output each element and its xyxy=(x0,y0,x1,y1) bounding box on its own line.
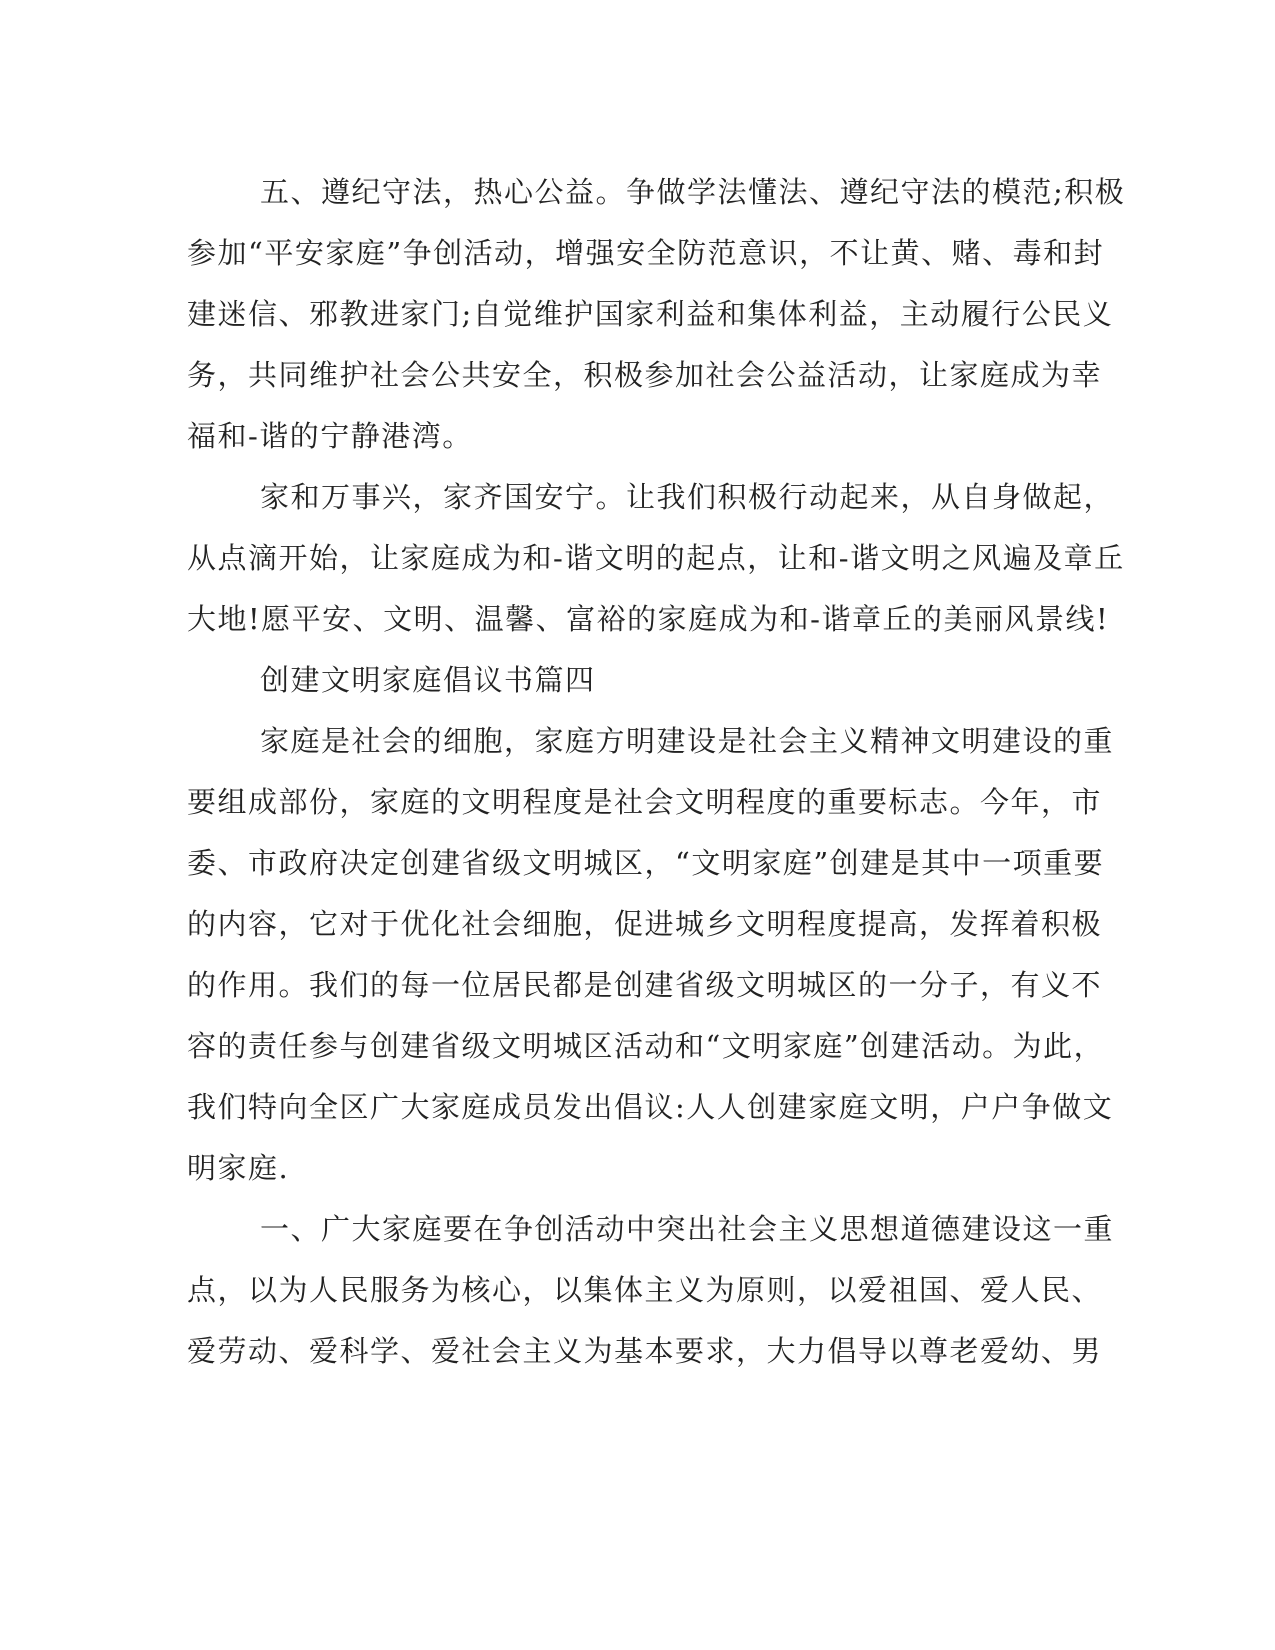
text-line: 要组成部份，家庭的文明程度是社会文明程度的重要标志。今年，市 xyxy=(187,785,1103,819)
text-line: 爱劳动、爱科学、爱社会主义为基本要求，大力倡导以尊老爱幼、男 xyxy=(187,1334,1103,1368)
text-line: 的内容，它对于优化社会细胞，促进城乡文明程度提高，发挥着积极 xyxy=(187,907,1103,941)
section-heading: 创建文明家庭倡议书篇四 xyxy=(260,663,596,697)
document-body xyxy=(187,162,1126,1382)
text-line: 大地!愿平安、文明、温馨、富裕的家庭成为和-谐章丘的美丽风景线! xyxy=(187,602,1110,636)
text-line: 容的责任参与创建省级文明城区活动和“文明家庭”创建活动。为此， xyxy=(187,1029,1105,1063)
text-line: 的作用。我们的每一位居民都是创建省级文明城区的一分子，有义不 xyxy=(187,968,1103,1002)
text-line: 五、遵纪守法，热心公益。争做学法懂法、遵纪守法的模范;积极 xyxy=(260,175,1126,209)
text-line: 家庭是社会的细胞，家庭方明建设是社会主义精神文明建设的重 xyxy=(260,724,1115,758)
text-line: 委、市政府决定创建省级文明城区，“文明家庭”创建是其中一项重要 xyxy=(187,846,1105,880)
text-line: 我们特向全区广大家庭成员发出倡议:人人创建家庭文明，户户争做文 xyxy=(187,1090,1114,1124)
text-line: 参加“平安家庭”争创活动，增强安全防范意识，不让黄、赌、毒和封 xyxy=(187,236,1105,270)
text-line: 明家庭. xyxy=(187,1151,290,1185)
text-line: 家和万事兴，家齐国安宁。让我们积极行动起来，从自身做起， xyxy=(260,480,1115,514)
text-line: 一、广大家庭要在争创活动中突出社会主义思想道德建设这一重 xyxy=(260,1212,1115,1246)
text-line: 点，以为人民服务为核心，以集体主义为原则，以爱祖国、爱人民、 xyxy=(187,1273,1103,1307)
text-line: 从点滴开始，让家庭成为和-谐文明的起点，让和-谐文明之风遍及章丘 xyxy=(187,541,1125,575)
text-line: 建迷信、邪教进家门;自觉维护国家利益和集体利益，主动履行公民义 xyxy=(187,297,1114,331)
text-line: 务，共同维护社会公共安全，积极参加社会公益活动，让家庭成为幸 xyxy=(187,358,1103,392)
text-line: 福和-谐的宁静港湾。 xyxy=(187,419,473,453)
